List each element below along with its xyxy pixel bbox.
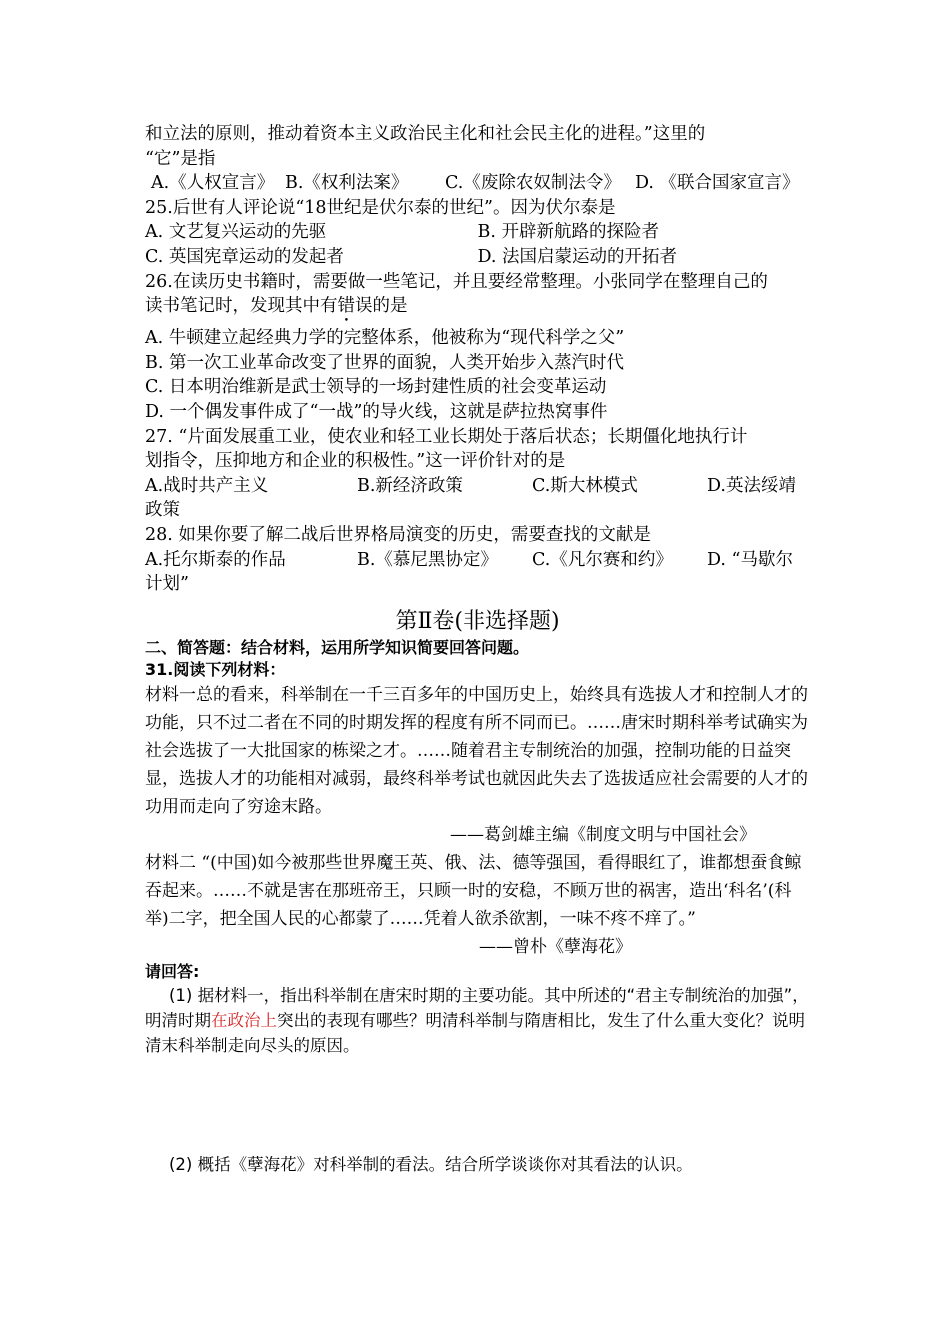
q27-overflow: 政策 bbox=[145, 500, 180, 521]
part2-title: 第Ⅱ卷(非选择题) bbox=[395, 608, 560, 634]
q28-stem: 28. 如果你要了解二战后世界格局演变的历史，需要查找的文献是 bbox=[145, 524, 651, 545]
q26-option-c: C. 日本明治维新是武士领导的一场封建性质的社会变革运动 bbox=[145, 377, 607, 398]
q26-stem-line1: 26.在读历史书籍时，需要做一些笔记，并且要经常整理。小张同学在整理自己的 bbox=[145, 271, 768, 292]
q25-option-c: C. 英国宪章运动的发起者 bbox=[145, 246, 344, 267]
q27-option-d: D.英法绥靖 bbox=[707, 475, 796, 496]
q24-option-b: B.《权利法案》 bbox=[285, 173, 409, 194]
material-2-source: ——曾朴《孽海花》 bbox=[479, 936, 632, 957]
material-1-source: ——葛剑雄主编《制度文明与中国社会》 bbox=[450, 824, 756, 845]
q28-overflow: 计划” bbox=[145, 574, 189, 595]
q25-option-d: D. 法国启蒙运动的开拓者 bbox=[477, 246, 678, 267]
part2-heading: 二、简答题：结合材料，运用所学知识简要回答问题。 bbox=[145, 637, 530, 657]
q27-options bbox=[145, 474, 810, 499]
q26-option-a: A. 牛顿建立起经典力学的完整体系，他被称为“现代科学之父” bbox=[145, 328, 625, 349]
q24-options bbox=[145, 171, 810, 196]
q27-option-c: C.斯大林模式 bbox=[532, 475, 638, 496]
q27-option-a: A.战时共产主义 bbox=[145, 475, 269, 496]
q24-option-a: A.《人权宣言》 bbox=[151, 173, 275, 194]
material-1: 材料一总的看来，科举制在一千三百多年的中国历史上，始终具有选拔人才和控制人才的功能，只不过二者在不同的时期发挥的程度有所不同而已。……唐宋时期科举考试确实为社会选拔了一大批国家的栋梁之才。……随着君主专制统治的加强，控制功能的日益突显，选拔人才的功能相对减弱，最终科举考试也就因此失去了选拔适应社会需要的人才的功用而走向了穷途末路。 bbox=[145, 684, 808, 817]
answer-prompt: 请回答: bbox=[145, 961, 200, 981]
q25-option-a: A. 文艺复兴运动的先驱 bbox=[145, 222, 327, 243]
q24-option-d: D. 《联合国家宣言》 bbox=[635, 173, 800, 194]
q27-stem-line2: 划指令，压抑地方和企业的积极性。”这一评价针对的是 bbox=[145, 451, 566, 472]
highlight-text: 在政治上 bbox=[211, 1010, 277, 1030]
q25-options-row2 bbox=[145, 245, 810, 270]
q31-title: 31.阅读下列材料： bbox=[145, 659, 286, 679]
q28-option-a: A.托尔斯泰的作品 bbox=[145, 549, 286, 570]
q26-option-d: D. 一个偶发事件成了“一战”的导火线，这就是萨拉热窝事件 bbox=[145, 401, 608, 422]
q28-option-c: C.《凡尔赛和约》 bbox=[532, 549, 673, 570]
q26-option-b: B. 第一次工业革命改变了世界的面貌，人类开始步入蒸汽时代 bbox=[145, 352, 624, 373]
q27-option-b: B.新经济政策 bbox=[357, 475, 463, 496]
material-2: 材料二 “(中国)如今被那些世界魔王英、俄、法、德等强国，看得眼红了，谁都想蚕食鲸吞起来。……不就是害在那班帝王，只顾一时的安稳，不顾万世的祸害，造出‘科名’(科举)二字，把全国人民的心都蒙了……凭着人欲杀欲割，一味不疼不痒了。” bbox=[145, 852, 802, 929]
emphasis-char: 错 bbox=[337, 296, 355, 317]
q25-stem: 25.后世有人评论说“18世纪是伏尔泰的世纪”。因为伏尔泰是 bbox=[145, 197, 616, 218]
exam-page bbox=[145, 122, 810, 1177]
q24-line1: 和立法的原则，推动着资本主义政治民主化和社会民主化的进程。”这里的 bbox=[145, 124, 706, 144]
subquestion-1: (1) 据材料一，指出科举制在唐宋时期的主要功能。其中所述的“君主专制统治的加强”，明清时期在政治上突出的表现有哪些？明清科举制与隋唐相比，发生了什么重大变化？说明清末科举制走向尽头的原因。 bbox=[145, 985, 809, 1055]
q24-line2: “它”是指 bbox=[145, 148, 216, 169]
q28-option-b: B.《慕尼黑协定》 bbox=[357, 549, 498, 570]
q25-options-row1 bbox=[145, 220, 810, 245]
q28-option-d: D. “马歇尔 bbox=[707, 549, 793, 570]
q27-stem-line1: 27. “片面发展重工业，使农业和轻工业长期处于落后状态；长期僵化地执行计 bbox=[145, 426, 748, 447]
subquestion-2: (2) 概括《孽海花》对科举制的看法。结合所学谈谈你对其看法的认识。 bbox=[169, 1154, 693, 1174]
q25-option-b: B. 开辟新航路的探险者 bbox=[477, 222, 659, 243]
q28-options bbox=[145, 548, 810, 573]
q26-stem-line2: 读书笔记时，发现其中有错误的是 bbox=[145, 296, 408, 317]
q24-option-c: C.《废除农奴制法令》 bbox=[445, 173, 621, 194]
